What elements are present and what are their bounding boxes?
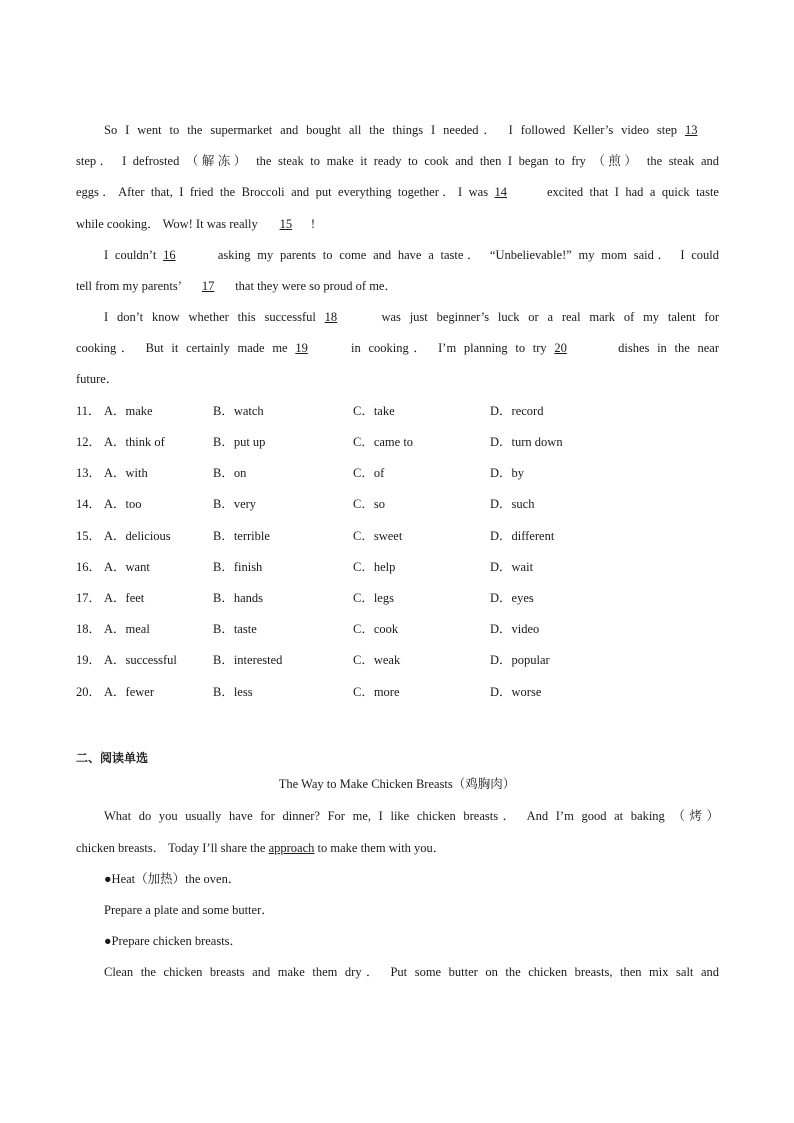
option-b: B．less xyxy=(213,685,253,699)
blank-15: 15 xyxy=(279,217,293,231)
blank-19: 19 xyxy=(295,341,308,355)
option-a: A．meal xyxy=(104,622,150,636)
question-row xyxy=(76,495,696,513)
step-text: Prepare a plate and some butter． xyxy=(104,903,274,917)
passage-line xyxy=(104,308,719,326)
blank-13: 13 xyxy=(684,123,698,137)
question-row xyxy=(76,402,696,420)
article-line xyxy=(104,807,719,825)
passage-text: tell from my parents’ xyxy=(76,279,185,293)
section-heading: 二、阅读单选 xyxy=(76,751,149,765)
question-number: 16． xyxy=(76,560,102,574)
option-d: D．by xyxy=(490,466,525,480)
article-text: chicken breasts． Today I’ll share the xyxy=(76,841,269,855)
question-number: 11． xyxy=(76,404,101,418)
passage-text: asking my parents to come and have a taste． “Unbelievable!” my mom said． I could xyxy=(211,248,720,262)
option-a: A．successful xyxy=(104,653,177,667)
article-title: The Way to Make Chicken Breasts（鸡胸肉） xyxy=(278,777,516,791)
option-b: B．put up xyxy=(213,435,266,449)
option-c: C．help xyxy=(353,560,396,574)
question-number: 18． xyxy=(76,622,102,636)
question-number: 13． xyxy=(76,466,102,480)
question-number: 15． xyxy=(76,529,102,543)
option-a: A．too xyxy=(104,497,142,511)
option-b: B．interested xyxy=(213,653,283,667)
question-row xyxy=(76,527,696,545)
question-row xyxy=(76,558,696,576)
question-row xyxy=(76,683,696,701)
question-number: 19． xyxy=(76,653,102,667)
option-c: C．legs xyxy=(353,591,394,605)
option-c: C．sweet xyxy=(353,529,403,543)
passage-text: in cooking． I’m planning to try xyxy=(343,341,555,355)
step-heading: ●Heat（加热）the oven． xyxy=(104,872,241,886)
underlined-word: approach xyxy=(268,841,315,855)
option-a: A．delicious xyxy=(104,529,171,543)
option-b: B．finish xyxy=(213,560,263,574)
passage-line xyxy=(76,339,719,357)
question-number: 17． xyxy=(76,591,102,605)
option-c: C．weak xyxy=(353,653,401,667)
option-c: C．so xyxy=(353,497,385,511)
option-d: D．eyes xyxy=(490,591,534,605)
option-d: D．worse xyxy=(490,685,542,699)
option-d: D．popular xyxy=(490,653,550,667)
passage-text: I couldn’t xyxy=(104,248,164,262)
passage-text: while cooking． Wow! It was really xyxy=(76,217,261,231)
question-row xyxy=(76,464,696,482)
passage-line xyxy=(76,215,719,233)
option-d: D．video xyxy=(490,622,540,636)
passage-text: dishes in the near xyxy=(610,341,719,355)
passage-text: step． I defrosted （解冻） the steak to make it ready to cook and then I began to fry （煎） the steak and xyxy=(76,154,719,168)
option-b: B．watch xyxy=(213,404,264,418)
option-a: A．want xyxy=(104,560,150,574)
step-heading: ●Prepare chicken breasts． xyxy=(104,934,243,948)
blank-17: 17 xyxy=(201,279,215,293)
passage-text: future． xyxy=(76,372,119,386)
option-d: D．turn down xyxy=(490,435,563,449)
question-number: 14． xyxy=(76,497,102,511)
question-row xyxy=(76,651,696,669)
option-c: C．of xyxy=(353,466,385,480)
option-a: A．feet xyxy=(104,591,145,605)
option-d: D．such xyxy=(490,497,535,511)
option-b: B．on xyxy=(213,466,247,480)
blank-20: 20 xyxy=(554,341,567,355)
question-row xyxy=(76,433,696,451)
question-number: 20． xyxy=(76,685,102,699)
passage-text: was just beginner’s luck or a real mark of my talent for xyxy=(372,310,720,324)
option-a: A．fewer xyxy=(104,685,154,699)
question-number: 12． xyxy=(76,435,102,449)
passage-line xyxy=(104,246,719,264)
step-text xyxy=(104,963,719,981)
passage-text: excited that I had a quick taste xyxy=(540,185,719,199)
option-b: B．very xyxy=(213,497,257,511)
option-b: B．taste xyxy=(213,622,257,636)
passage-text: eggs．After that, I fried the Broccoli and put everything together．I was xyxy=(76,185,495,199)
blank-16: 16 xyxy=(163,248,176,262)
article-text: to make them with you． xyxy=(314,841,446,855)
article-text: Clean the chicken breasts and make them dry． Put some butter on the chicken breasts, then mix salt and xyxy=(104,965,719,979)
passage-text: that they were so proud of me． xyxy=(232,279,397,293)
passage-line xyxy=(76,370,719,388)
option-c: C．take xyxy=(353,404,395,418)
passage-text: So I went to the supermarket and bought all the things I needed． I followed Keller’s video step xyxy=(104,123,685,137)
option-d: D．different xyxy=(490,529,555,543)
option-b: B．terrible xyxy=(213,529,270,543)
question-row xyxy=(76,620,696,638)
blank-18: 18 xyxy=(324,310,338,324)
passage-line xyxy=(76,183,719,201)
option-c: C．cook xyxy=(353,622,399,636)
passage-line xyxy=(76,152,719,170)
option-a: A．think of xyxy=(104,435,165,449)
option-c: C．came to xyxy=(353,435,414,449)
option-c: C．more xyxy=(353,685,400,699)
option-b: B．hands xyxy=(213,591,264,605)
option-a: A．with xyxy=(104,466,148,480)
article-line xyxy=(76,839,719,857)
option-d: D．wait xyxy=(490,560,534,574)
blank-14: 14 xyxy=(494,185,508,199)
passage-text: ! xyxy=(310,217,316,231)
passage-text: I don’t know whether this successful xyxy=(104,310,325,324)
passage-text: cooking． But it certainly made me xyxy=(76,341,296,355)
question-row xyxy=(76,589,696,607)
option-d: D．record xyxy=(490,404,544,418)
passage-line xyxy=(76,277,719,295)
article-text: What do you usually have for dinner? For me, I like chicken breasts． And I’m good at baking （烤） xyxy=(104,809,719,823)
option-a: A．make xyxy=(104,404,153,418)
passage-line xyxy=(104,121,719,139)
